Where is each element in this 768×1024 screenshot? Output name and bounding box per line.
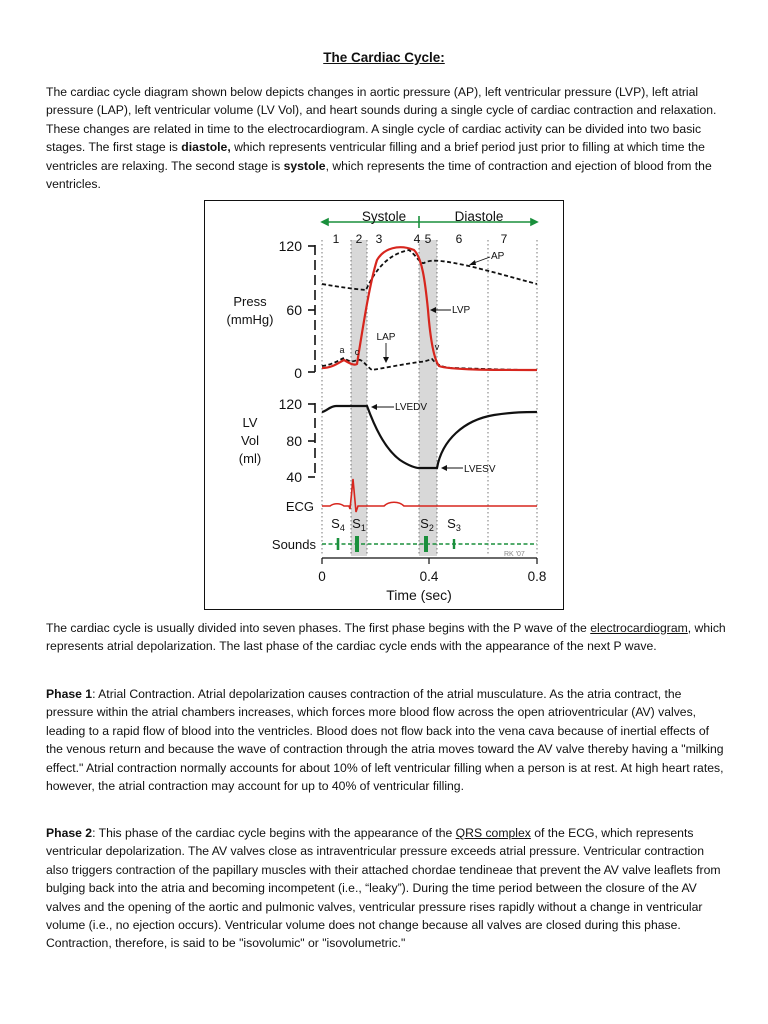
phase-number-6: 6 <box>455 232 463 246</box>
volume-tick-40: 40 <box>286 469 302 485</box>
s2-label: $S_2$ <box>420 516 434 533</box>
c-wave-label: c <box>354 347 360 357</box>
volume-axis-label-line2: Vol <box>240 433 260 448</box>
systole-label: Systole <box>361 209 407 224</box>
phases-intro-paragraph: The cardiac cycle is usually divided into seven phases. The first phase begins with the P wave of the electrocardiogram, which represents atrial depolarization. The last phase of the cardiac cycle ends with the appearance of the next P wave. <box>46 621 726 654</box>
figure-frame <box>205 201 564 610</box>
diastole-term: diastole, <box>181 140 231 155</box>
time-axis-label: Time (sec) <box>386 587 452 603</box>
pressure-axis-label-line1: Press <box>233 294 267 309</box>
pressure-tick-0: 0 <box>294 365 302 381</box>
phase-number-4: 4 <box>413 232 421 246</box>
time-tick-0.8: 0.8 <box>527 569 547 584</box>
phase-2-label: Phase 2 <box>46 826 93 840</box>
intro-paragraph: The cardiac cycle diagram shown below depicts changes in aortic pressure (AP), left ventricular pressure (LVP), left atrial pressure (LAP), left ventricular volume (LV Vol), and heart sounds during a single cycle of cardiac contraction and relaxation. These changes are related in time to the electrocardiogram. A single cycle of cardiac activity can be divided into two basic stages. The first stage is diastole, which represents ventricular filling and a brief period just prior to filling at which time the ventricles are relaxing. The second stage is systole, which represents the time of contraction and ejection of blood from the ventricles. <box>46 85 717 192</box>
pressure-tick-60: 60 <box>286 302 302 318</box>
pressure-axis-label-line2: (mmHg) <box>226 312 274 327</box>
isovolumic-relaxation-band <box>419 240 437 556</box>
lvp-label: LVP <box>452 305 471 316</box>
lvesv-label: LVESV <box>464 464 496 475</box>
lvedv-label: LVEDV <box>395 402 428 413</box>
pressure-tick-120: 120 <box>278 238 302 254</box>
page-title: The Cardiac Cycle: <box>323 50 445 65</box>
cardiac-cycle-diagram <box>204 200 564 610</box>
ecg-label: ECG <box>285 499 314 514</box>
phase-number-7: 7 <box>500 232 508 246</box>
v-wave-label: v <box>434 342 440 352</box>
phase-number-2: 2 <box>355 232 363 246</box>
phase-number-3: 3 <box>375 232 383 246</box>
electrocardiogram-link[interactable]: electrocardiogram <box>590 621 688 635</box>
ap-label: AP <box>491 251 505 262</box>
phase-number-5: 5 <box>424 232 432 246</box>
lap-label: LAP <box>376 332 396 343</box>
diastole-label: Diastole <box>454 209 504 224</box>
s1-label: $S_1$ <box>352 516 366 533</box>
phase-1-paragraph: Phase 1: Atrial Contraction. Atrial depolarization causes contraction of the atrial musculature. As the atria contract, the pressure within the atrial chambers increases, which forces more blood flow across the open atrioventricular (AV) valves, leading to a rapid flow of blood into the ventricles. Blood does not flow back into the vena cava because of inertial effects of the venous return and because the wave of contraction through the atria moves toward the AV valve thereby having a "milking effect." Atrial contraction normally accounts for about 10% of left ventricular filling when a person is at rest. At high heart rates, however, the atrial contraction may account for up to 40% of ventricular filling. <box>46 687 724 794</box>
time-tick-0.4: 0.4 <box>419 569 439 584</box>
s3-label: $S_3$ <box>447 516 461 533</box>
volume-axis-label-line3: (ml) <box>238 451 262 466</box>
phase-number-1: 1 <box>332 232 340 246</box>
phase-1-label: Phase 1 <box>46 687 93 701</box>
s4-label: $S_4$ <box>331 516 345 533</box>
signature: RK '07 <box>504 551 525 558</box>
sounds-label: Sounds <box>271 537 316 552</box>
isovolumic-contraction-band <box>351 240 367 556</box>
systole-term: systole <box>283 158 326 173</box>
volume-tick-120: 120 <box>278 396 302 412</box>
qrs-complex-link[interactable]: QRS complex <box>455 826 531 840</box>
volume-tick-80: 80 <box>286 433 302 449</box>
volume-axis-label-line1: LV <box>242 415 258 430</box>
a-wave-label: a <box>339 345 345 355</box>
time-tick-0: 0 <box>318 569 326 584</box>
phase-2-paragraph: Phase 2: This phase of the cardiac cycle begins with the appearance of the QRS complex of the ECG, which represents ventricular depolarization. The AV valves close as intraventricular pressure exceeds atrial pressure. Ventricular contraction also triggers contraction of the papillary muscles with their attached chordae tendineae that prevent the AV valve leaflets from bulging back into the atria and becoming incompetent (i.e., “leaky”). During the time period between the closure of the AV valves and the opening of the aortic and pulmonic valves, ventricular pressure rises rapidly without a change in ventricular volume (i.e., no ejection occurs). Ventricular volume does not change because all valves are closed during this phase. Contraction, therefore, is said to be "isovolumic" or "isovolumetric." <box>46 826 721 951</box>
